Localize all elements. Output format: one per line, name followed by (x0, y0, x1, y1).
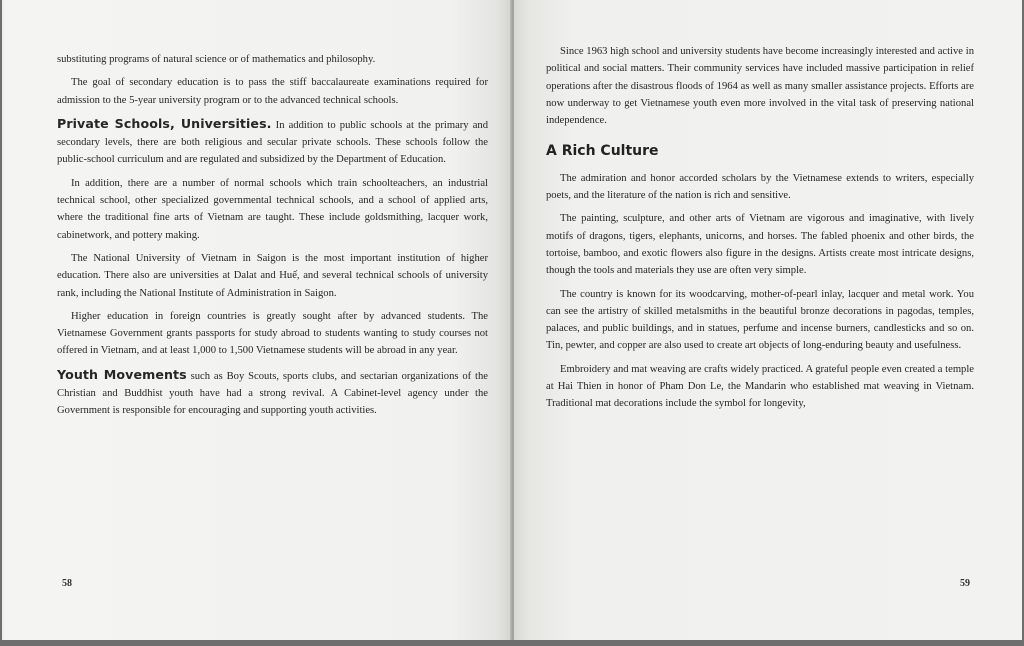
paragraph-embroidery-mats: Embroidery and mat weaving are crafts widely practiced. A grateful people even created a temple at Hai Thien in honor of Pham Don Le, the Mandarin who established mat weaving in Vietnam. Traditional mat decorations include the symbol for longevity, (546, 363, 974, 410)
section-title-rich-culture: A Rich Culture (546, 143, 659, 160)
paragraph-higher-education-abroad: Higher education in foreign countries is greatly sought after by advanced students. The Vietnamese Government grants passports for study abroad to students wanting to study courses not offered in Vietnam, and at least 1,000 to 1,500 Vietnamese students will be abroad in any year. (57, 310, 488, 357)
paragraph-youth-movements-text: such as Boy Scouts, sports clubs, and sectarian organizations of the Christian and Buddhist youth have had a strong revival. A Cabinet-level agency under the Government is responsible for encouraging and supporting youth activities. (57, 370, 488, 417)
subheading-private-schools: Private Schools, Universities. (57, 115, 272, 131)
paragraph-students-activism: Since 1963 high school and university students have become increasingly interested and active in political and social matters. Their community services have included massive participation in relief operations after the disastrous floods of 1964 as well as many smaller assistance projects. Efforts are now underway to get Vietnamese youth even more involved in the vital task of preserving national independence. (546, 46, 974, 127)
subheading-youth-movements: Youth Movements (57, 366, 187, 382)
right-page-text (546, 43, 974, 419)
paragraph-continuation: substituting programs of natural science or of mathematics and philosophy. (57, 54, 376, 65)
paragraph-private-schools (57, 115, 488, 169)
paragraph-national-university: The National University of Vietnam in Saigon is the most important institution of higher education. There also are universities at Dalat and Huế, and several technical schools of university rank, including the National Institute of Administration in Saigon. (57, 252, 488, 299)
book-spread (2, 0, 1020, 640)
left-page (4, 0, 512, 640)
paragraph-crafts: The country is known for its woodcarving, mother-of-pearl inlay, lacquer and metal work. You can see the artistry of skilled metalsmiths in the beautiful bronze decorations in pagodas, temples, palaces, and public buildings, and in statues, perfume and incense burners, candlesticks and so on. Tin, pewter, and copper are also used to create art objects of long-enduring beauty and usefulness. (546, 288, 974, 352)
page-number-right: 59 (960, 578, 970, 589)
paragraph-private-schools-text: In addition to public schools at the primary and secondary levels, there are both religious and secular private schools. These schools follow the public-school curriculum and are regulated and subsidized by the Department of Education. (57, 119, 488, 166)
right-page (514, 0, 1022, 640)
paragraph-youth-movements (57, 366, 488, 420)
left-page-text (57, 51, 488, 426)
paragraph-secondary-education: The goal of secondary education is to pass the stiff baccalaureate examinations required for admission to the 5-year university program or to the advanced technical schools. (57, 77, 488, 106)
paragraph-normal-schools: In addition, there are a number of normal schools which train schoolteachers, an industrial technical school, other specialized governmental technical schools, and a school of applied arts, where the traditional fine arts of Vietnam are taught. These include goldsmithing, lacquer work, cabinetwork, and pottery making. (57, 177, 488, 241)
page-number-left: 58 (62, 578, 72, 589)
paragraph-arts: The painting, sculpture, and other arts of Vietnam are vigorous and imaginative, with lively motifs of dragons, tigers, elephants, unicorns, and horses. The fabled phoenix and other birds, the tortoise, bamboo, and exotic flowers also figure in the designs. Artists create most intricate designs, though the tools and materials they use are often very simple. (546, 213, 974, 277)
paragraph-scholars-literature: The admiration and honor accorded scholars by the Vietnamese extends to writers, especially poets, and the literature of the nation is rich and sensitive. (546, 172, 974, 202)
